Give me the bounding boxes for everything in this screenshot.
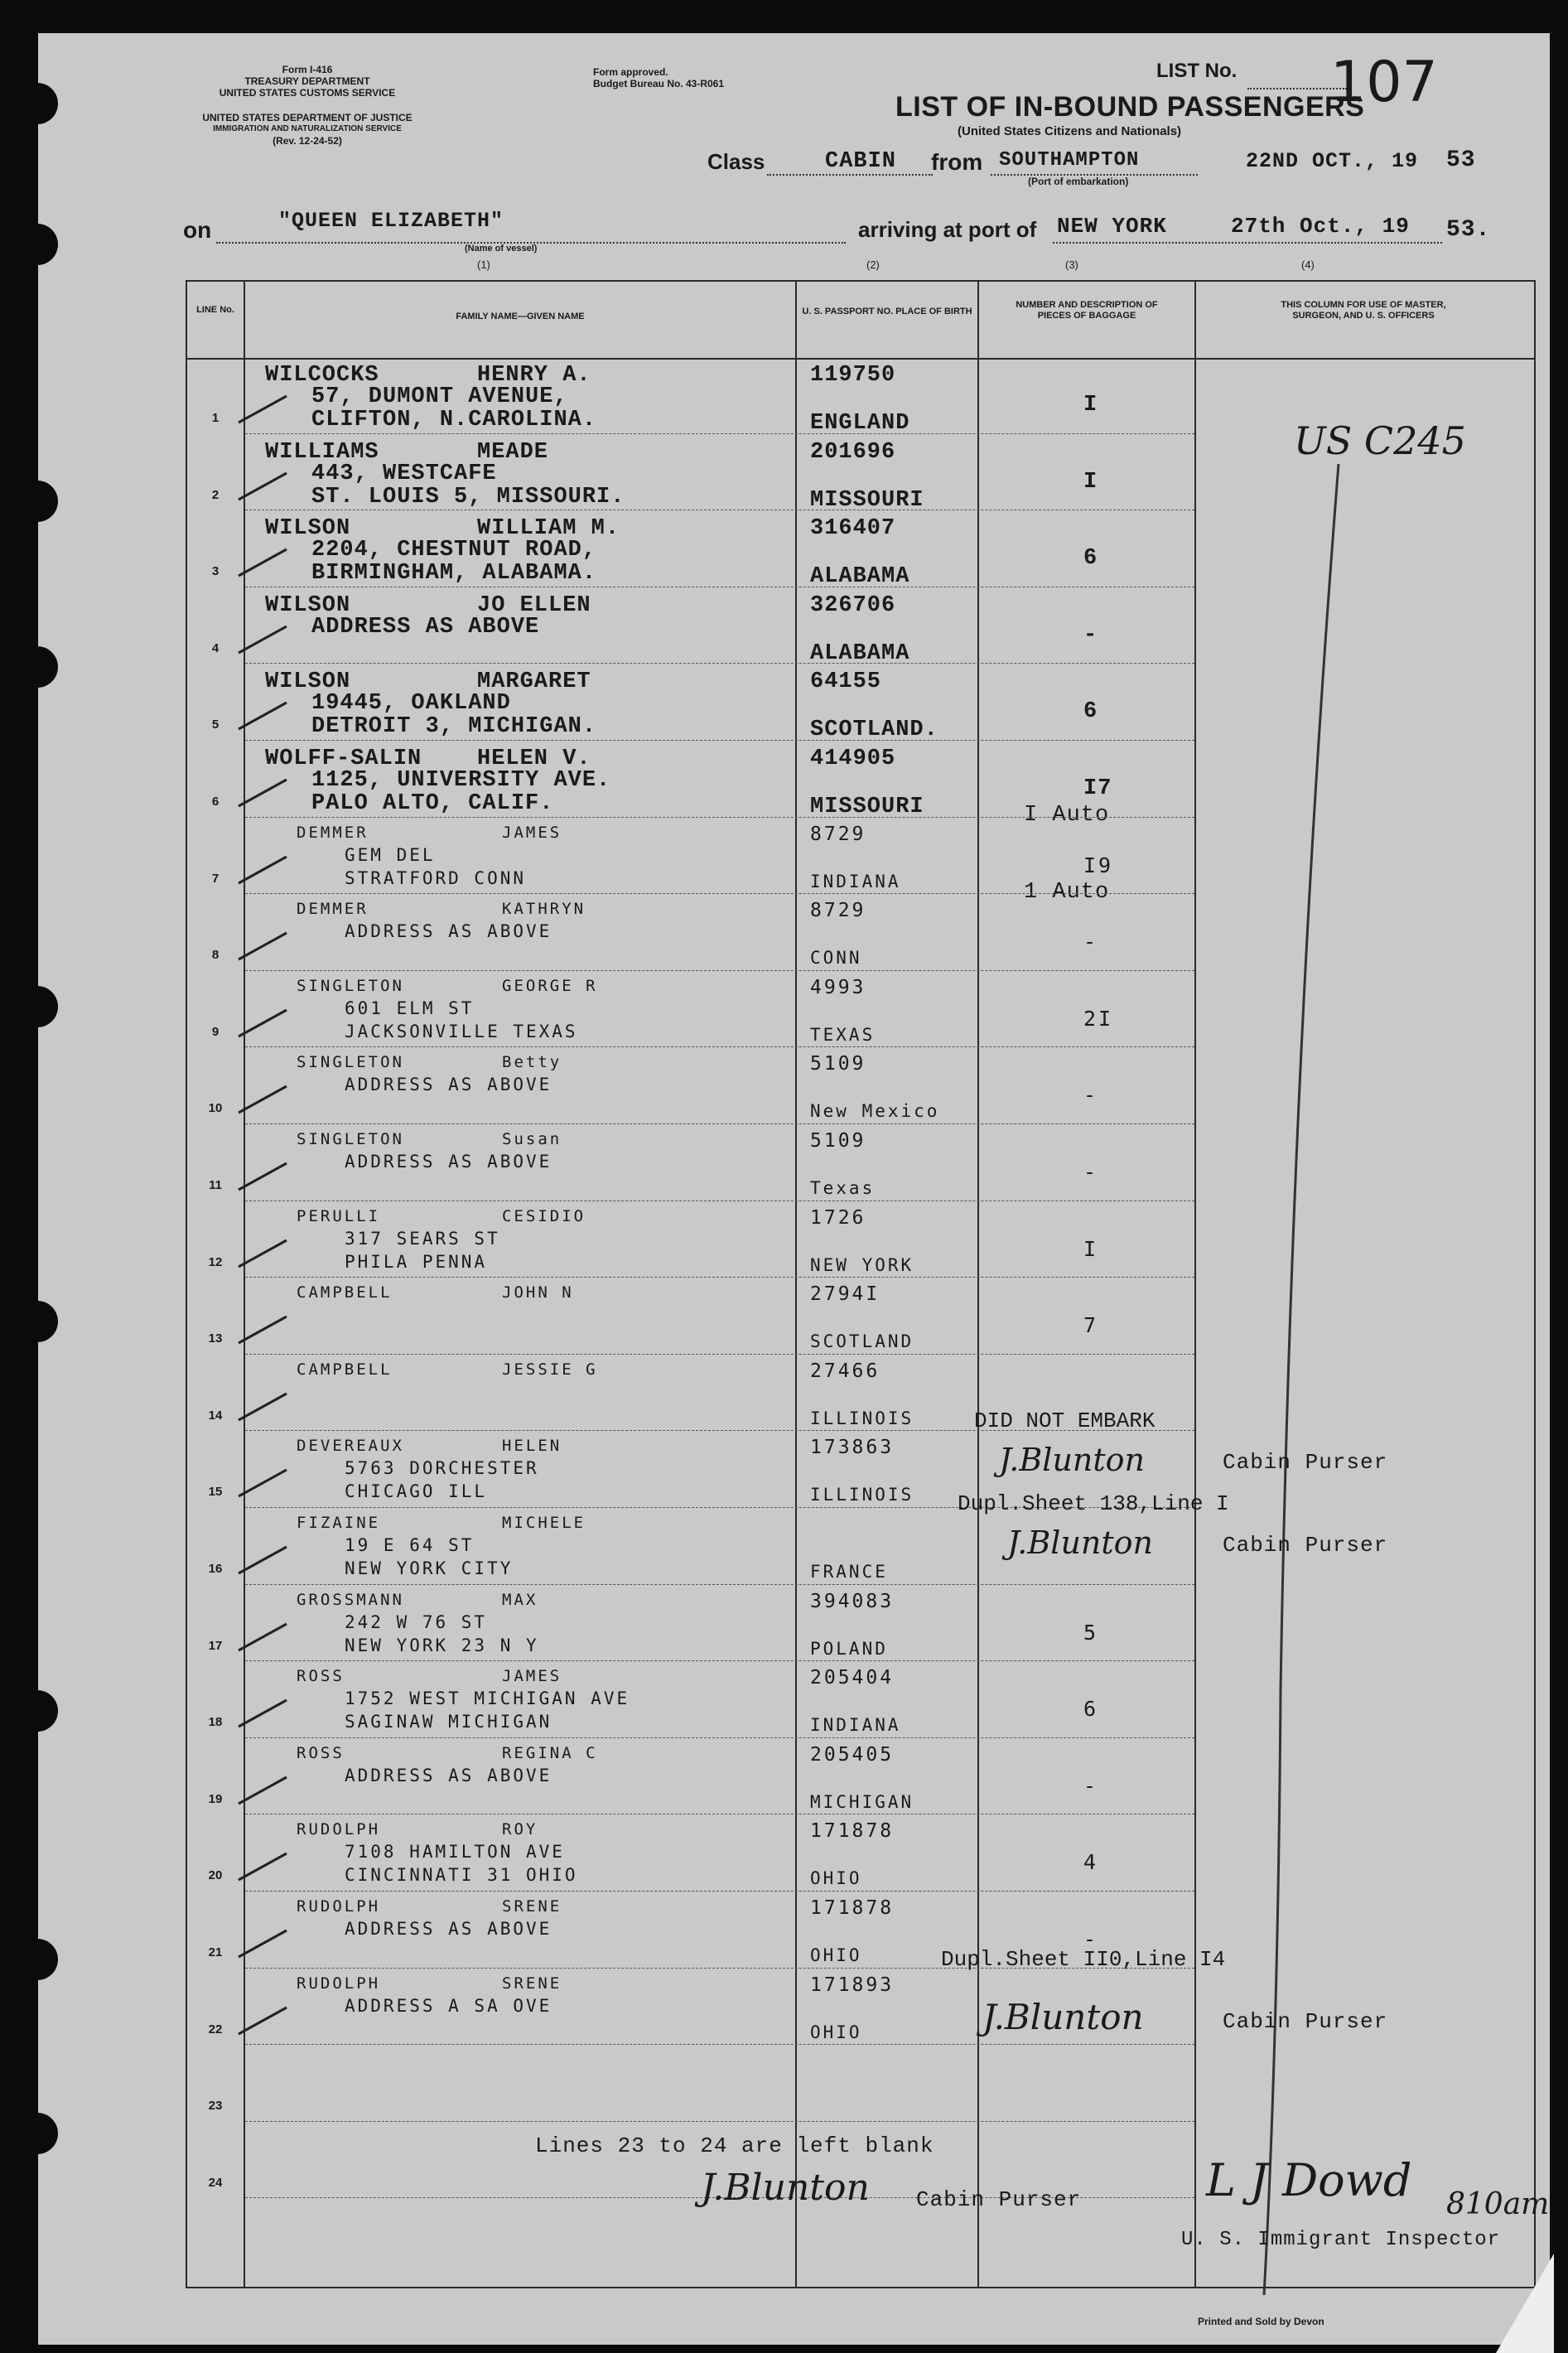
check-mark: [237, 1237, 295, 1270]
purser-signature-bottom: J.Blunton: [701, 2167, 870, 2209]
check-mark: [237, 1697, 295, 1730]
address-line-1: 443, WESTCAFE: [311, 461, 497, 486]
line-number: 17: [208, 1638, 223, 1653]
place-of-birth: INDIANA: [810, 1715, 901, 1736]
line-number: 8: [211, 948, 220, 963]
family-name: ROSS: [297, 1667, 345, 1686]
address-line-1: 57, DUMONT AVENUE,: [311, 384, 568, 409]
passport-number: 5109: [810, 1130, 866, 1152]
row-separator: [245, 1891, 1194, 1892]
baggage-auto: I Auto: [1024, 803, 1110, 828]
address-line-2: NEW YORK 23 N Y: [345, 1635, 539, 1655]
punch-hole: [17, 986, 58, 1027]
address-line-1: ADDRESS AS ABOVE: [345, 1075, 552, 1095]
address-line-1: ADDRESS AS ABOVE: [311, 614, 540, 640]
place-of-birth: NEW YORK: [810, 1254, 914, 1275]
col-header-line: LINE No.: [196, 305, 234, 315]
col-num-2: (2): [866, 258, 880, 271]
given-name: Susan: [502, 1130, 562, 1148]
from-label: from: [931, 149, 983, 175]
manifest-page: [38, 33, 1550, 2345]
port-embarkation: SOUTHAMPTON: [999, 149, 1140, 172]
family-name: RUDOLPH: [297, 1974, 381, 1993]
family-name: WILSON: [265, 516, 351, 542]
line-number: 19: [208, 1791, 223, 1806]
col-num-4: (4): [1301, 258, 1315, 271]
place-of-birth: ILLINOIS: [810, 1485, 914, 1505]
baggage-count: -: [1083, 1083, 1099, 1108]
col-header-name: FAMILY NAME—GIVEN NAME: [456, 312, 585, 321]
baggage-count: 6: [1083, 699, 1098, 725]
line-number: 11: [209, 1178, 222, 1192]
punch-hole: [17, 83, 58, 124]
family-name: ROSS: [297, 1743, 345, 1762]
baggage-auto: 1 Auto: [1024, 879, 1110, 905]
row-separator: [245, 1814, 1194, 1815]
address-line-1: ADDRESS AS ABOVE: [345, 1765, 552, 1785]
family-name: WILLIAMS: [265, 439, 379, 465]
passport-number: 171878: [810, 1897, 895, 1919]
line-number: 7: [211, 871, 220, 886]
address-line-1: 2204, CHESTNUT ROAD,: [311, 538, 597, 563]
line-number: 14: [208, 1408, 223, 1423]
passport-number: 171878: [810, 1820, 895, 1843]
justice-header: [183, 112, 432, 147]
place-of-birth: SCOTLAND.: [810, 717, 938, 743]
purser-signature-16: J.Blunton: [1007, 1524, 1154, 1561]
list-no-label: LIST No.: [1156, 60, 1238, 82]
address-line-2: CINCINNATI 31 OHIO: [345, 1865, 578, 1886]
row-separator: [245, 2121, 1194, 2123]
punch-hole: [17, 2113, 58, 2154]
passport-number: 4993: [810, 976, 866, 998]
baggage-count: 6: [1083, 546, 1098, 572]
cabin-purser-22: Cabin Purser: [1223, 2009, 1388, 2034]
budget-bureau: Budget Bureau No. 43-R061: [593, 78, 725, 89]
family-name: DEMMER: [297, 823, 369, 842]
did-not-embark-note: DID NOT EMBARK: [974, 1408, 1155, 1433]
row-separator: [245, 2044, 1194, 2046]
line-number: 2: [211, 487, 220, 502]
place-of-birth: FRANCE: [810, 1562, 888, 1582]
manifest-title: LIST OF IN-BOUND PASSENGERS: [895, 91, 1365, 123]
check-mark: [237, 1621, 295, 1654]
passport-number: 2794I: [810, 1283, 880, 1306]
family-name: RUDOLPH: [297, 1820, 381, 1839]
line-number: 1: [211, 411, 220, 425]
row-separator: [245, 1046, 1194, 1048]
line-number: 23: [208, 2099, 223, 2114]
form-header-left: [208, 64, 407, 99]
passport-number: 326706: [810, 592, 896, 618]
arrival-underline: [1053, 242, 1442, 244]
line-number: 20: [208, 1868, 223, 1883]
baggage-count: -: [1083, 1160, 1099, 1184]
line-number: 22: [208, 2022, 223, 2037]
arriving-label: arriving at port of: [858, 217, 1037, 242]
row-separator: [245, 1354, 1194, 1355]
given-name: JESSIE G: [502, 1360, 598, 1379]
row-separator: [245, 893, 1194, 895]
address-line-1: 242 W 76 ST: [345, 1611, 488, 1632]
revision-date: (Rev. 12-24-52): [273, 135, 342, 147]
baggage-count: I: [1083, 1236, 1099, 1261]
given-name: SRENE: [502, 1897, 562, 1916]
row-separator: [245, 1584, 1194, 1586]
line-number: 4: [211, 640, 220, 655]
passport-number: 414905: [810, 746, 896, 771]
family-name: DEVEREAUX: [297, 1437, 404, 1456]
row-separator: [245, 663, 1194, 664]
check-mark: [237, 1466, 295, 1500]
given-name: CESIDIO: [502, 1206, 586, 1225]
row-separator: [245, 1660, 1194, 1662]
line-number: 18: [208, 1715, 223, 1730]
embark-date: 22ND OCT., 19: [1246, 149, 1419, 173]
family-name: WILCOCKS: [265, 363, 379, 388]
check-mark: [237, 930, 295, 963]
place-of-birth: OHIO: [810, 2022, 862, 2042]
family-name: RUDOLPH: [297, 1897, 381, 1916]
manifest-subtitle: (United States Citizens and Nationals): [958, 124, 1182, 138]
place-of-birth: New Mexico: [810, 1101, 940, 1122]
given-name: MICHELE: [502, 1514, 586, 1532]
address-line-1: 601 ELM ST: [345, 998, 475, 1018]
department-name: TREASURY DEPARTMENT: [244, 75, 370, 87]
address-line-1: ADDRESS AS ABOVE: [345, 1919, 552, 1939]
class-value: CABIN: [825, 149, 897, 174]
folded-corner: [1496, 2254, 1554, 2353]
row-separator: [245, 1201, 1194, 1202]
address-line-2: JACKSONVILLE TEXAS: [345, 1021, 578, 1041]
row-separator: [245, 1277, 1194, 1278]
port-caption: (Port of embarkation): [1028, 176, 1129, 187]
dupl-sheet-16: Dupl.Sheet 138,Line I: [958, 1491, 1229, 1516]
given-name: HELEN: [502, 1437, 562, 1456]
approval-block: [593, 66, 724, 89]
baggage-count: -: [1083, 1927, 1099, 1951]
baggage-count: -: [1083, 930, 1099, 954]
passport-number: 205404: [810, 1667, 895, 1689]
row-separator: [245, 587, 1194, 588]
row-separator: [245, 1737, 1194, 1739]
row-separator: [245, 1123, 1194, 1125]
form-number: Form I-416: [282, 64, 333, 75]
punch-hole: [17, 1301, 58, 1342]
line-number: 12: [208, 1254, 223, 1269]
check-mark: [237, 1774, 295, 1807]
dupl-sheet-22: Dupl.Sheet II0,Line I4: [941, 1947, 1226, 1972]
check-mark: [237, 546, 295, 579]
check-mark: [237, 776, 295, 809]
line-number: 6: [211, 795, 220, 809]
family-name: SINGLETON: [297, 1053, 404, 1072]
address-line-2: STRATFORD CONN: [345, 867, 527, 888]
address-line-1: 1752 WEST MICHIGAN AVE: [345, 1689, 630, 1709]
line-number: 13: [208, 1331, 223, 1346]
check-mark: [237, 1160, 295, 1193]
given-name: JAMES: [502, 1667, 562, 1686]
given-name: MARGARET: [477, 669, 591, 695]
place-of-birth: INDIANA: [810, 871, 901, 891]
address-line-2: PHILA PENNA: [345, 1251, 488, 1272]
baggage-count: I: [1083, 393, 1098, 418]
given-name: ROY: [502, 1820, 538, 1839]
place-of-birth: ENGLAND: [810, 411, 910, 436]
passport-number: 8729: [810, 823, 866, 845]
customs-service: UNITED STATES CUSTOMS SERVICE: [219, 87, 396, 99]
passenger-table: [186, 280, 1536, 2288]
place-of-birth: ALABAMA: [810, 640, 910, 666]
ins-name: IMMIGRATION AND NATURALIZATION SERVICE: [213, 124, 402, 133]
place-of-birth: SCOTLAND: [810, 1331, 914, 1352]
printer-mark: Printed and Sold by Devon: [1198, 2316, 1324, 2327]
justice-department: UNITED STATES DEPARTMENT OF JUSTICE: [202, 112, 413, 123]
row-separator: [245, 433, 1194, 435]
col-divider: [244, 282, 245, 2287]
given-name: HENRY A.: [477, 363, 591, 388]
cabin-purser-16: Cabin Purser: [1223, 1533, 1388, 1558]
arrival-port: NEW YORK: [1057, 214, 1167, 239]
lines-left-blank: Lines 23 to 24 are left blank: [535, 2133, 934, 2158]
inspector-signature: L J Dowd: [1206, 2154, 1412, 2206]
family-name: SINGLETON: [297, 976, 404, 995]
class-underline: [767, 174, 933, 176]
purser-signature-22: J.Blunton: [982, 1997, 1144, 2037]
col-divider: [977, 282, 979, 2287]
place-of-birth: OHIO: [810, 1945, 862, 1965]
line-number: 5: [211, 717, 220, 732]
line-number: 15: [208, 1485, 223, 1500]
row-separator: [245, 970, 1194, 972]
baggage-count: I7: [1083, 776, 1112, 801]
purser-signature-15: J.Blunton: [999, 1442, 1146, 1478]
place-of-birth: MICHIGAN: [810, 1791, 914, 1812]
passport-number: 173863: [810, 1437, 895, 1459]
family-name: WOLFF-SALIN: [265, 746, 422, 771]
line-number: 16: [208, 1562, 223, 1576]
address-line-1: ADDRESS AS ABOVE: [345, 921, 552, 942]
check-mark: [237, 2004, 295, 2037]
vessel-name: "QUEEN ELIZABETH": [278, 209, 504, 233]
family-name: WILSON: [265, 669, 351, 695]
given-name: JOHN N: [502, 1283, 574, 1302]
check-mark: [237, 1313, 295, 1346]
address-line-2: CLIFTON, N.CAROLINA.: [311, 408, 597, 432]
family-name: CAMPBELL: [297, 1283, 393, 1302]
given-name: Betty: [502, 1053, 562, 1072]
given-name: HELEN V.: [477, 746, 591, 771]
address-line-1: 7108 HAMILTON AVE: [345, 1842, 565, 1863]
address-line-2: DETROIT 3, MICHIGAN.: [311, 714, 597, 740]
given-name: SRENE: [502, 1974, 562, 1993]
passport-number: 394083: [810, 1590, 895, 1612]
place-of-birth: MISSOURI: [810, 795, 924, 819]
col-num-3: (3): [1065, 258, 1078, 271]
on-label: on: [183, 217, 212, 243]
baggage-count: 2I: [1083, 1006, 1114, 1031]
form-approved: Form approved.: [593, 66, 668, 78]
place-of-birth: TEXAS: [810, 1024, 876, 1045]
family-name: GROSSMANN: [297, 1590, 404, 1609]
vessel-caption: (Name of vessel): [465, 244, 538, 254]
address-line-1: ADDRESS A SA OVE: [345, 1995, 552, 2016]
address-line-1: 317 SEARS ST: [345, 1228, 500, 1249]
line-number: 21: [208, 1945, 223, 1959]
cabin-purser-15: Cabin Purser: [1223, 1450, 1388, 1475]
given-name: MEADE: [477, 439, 549, 465]
family-name: CAMPBELL: [297, 1360, 393, 1379]
address-line-1: 19445, OAKLAND: [311, 691, 511, 717]
punch-hole: [17, 224, 58, 265]
inspector-title: U. S. Immigrant Inspector: [1181, 2229, 1501, 2251]
check-mark: [237, 1544, 295, 1577]
row-separator: [245, 817, 1194, 819]
baggage-count: 4: [1083, 1850, 1099, 1875]
punch-hole: [17, 481, 58, 522]
arrival-year: 53.: [1446, 217, 1491, 243]
address-line-2: SAGINAW MICHIGAN: [345, 1712, 552, 1732]
passport-number: 171893: [810, 1974, 895, 1996]
passport-number: 5109: [810, 1053, 866, 1075]
place-of-birth: Texas: [810, 1178, 876, 1198]
col-divider: [795, 282, 797, 2287]
given-name: MAX: [502, 1590, 538, 1609]
punch-hole: [17, 646, 58, 688]
passport-number: 27466: [810, 1360, 880, 1382]
line-number: 24: [208, 2175, 223, 2190]
passport-number: 64155: [810, 669, 882, 695]
row-separator: [245, 510, 1194, 511]
given-name: JAMES: [502, 823, 562, 842]
check-mark: [237, 393, 295, 426]
passport-number: 1726: [810, 1206, 866, 1229]
row-separator: [245, 740, 1194, 742]
officer-note: US C245: [1294, 418, 1466, 463]
place-of-birth: ALABAMA: [810, 564, 910, 590]
address-line-1: GEM DEL: [345, 844, 436, 865]
baggage-count: I: [1083, 469, 1098, 495]
address-line-1: 5763 DORCHESTER: [345, 1458, 539, 1479]
place-of-birth: CONN: [810, 948, 862, 969]
check-mark: [237, 623, 295, 656]
embark-year: 53: [1446, 147, 1476, 173]
col-num-1: (1): [477, 258, 490, 271]
passport-number: 316407: [810, 516, 896, 542]
line-number: 10: [208, 1101, 223, 1116]
address-line-2: PALO ALTO, CALIF.: [311, 791, 554, 816]
check-mark: [237, 1927, 295, 1960]
address-line-1: 19 E 64 ST: [345, 1535, 475, 1555]
baggage-count: 7: [1083, 1313, 1099, 1338]
col-header-officers: THIS COLUMN FOR USE OF MASTER, SURGEON, AND U. S. OFFICERS: [1281, 300, 1446, 321]
given-name: REGINA C: [502, 1743, 598, 1762]
place-of-birth: POLAND: [810, 1638, 888, 1659]
check-mark: [237, 1850, 295, 1883]
passport-number: 205405: [810, 1743, 895, 1766]
address-line-2: CHICAGO ILL: [345, 1481, 488, 1502]
list-no-value: 107: [1330, 50, 1438, 115]
baggage-count: 6: [1083, 1697, 1099, 1722]
given-name: GEORGE R: [502, 976, 598, 995]
check-mark: [237, 699, 295, 732]
family-name: WILSON: [265, 592, 351, 618]
arrival-date: 27th Oct., 19: [1231, 214, 1410, 239]
check-mark: [237, 1083, 295, 1116]
address-line-2: NEW YORK CITY: [345, 1558, 514, 1578]
address-line-1: 1125, UNIVERSITY AVE.: [311, 768, 611, 793]
family-name: DEMMER: [297, 900, 369, 919]
passport-number: 8729: [810, 900, 866, 922]
col-header-baggage: NUMBER AND DESCRIPTION OF PIECES OF BAGGAGE: [1016, 300, 1158, 321]
cabin-purser-bottom: Cabin Purser: [916, 2187, 1082, 2212]
address-line-1: ADDRESS AS ABOVE: [345, 1152, 552, 1172]
family-name: FIZAINE: [297, 1514, 381, 1532]
baggage-count: -: [1083, 622, 1098, 648]
given-name: WILLIAM M.: [477, 516, 620, 542]
family-name: SINGLETON: [297, 1130, 404, 1148]
place-of-birth: OHIO: [810, 1868, 862, 1889]
line-number: 9: [211, 1024, 220, 1039]
place-of-birth: ILLINOIS: [810, 1408, 914, 1428]
baggage-count: 5: [1083, 1620, 1099, 1645]
check-mark: [237, 853, 295, 887]
class-label: Class: [707, 149, 765, 174]
check-mark: [237, 470, 295, 503]
punch-hole: [17, 1690, 58, 1732]
place-of-birth: MISSOURI: [810, 487, 924, 513]
baggage-count: I9: [1083, 853, 1114, 877]
col-header-passport: U. S. PASSPORT NO. PLACE OF BIRTH: [802, 307, 972, 316]
baggage-count: -: [1083, 1773, 1099, 1798]
address-line-2: BIRMINGHAM, ALABAMA.: [311, 561, 597, 587]
passport-number: 201696: [810, 439, 896, 465]
address-line-2: ST. LOUIS 5, MISSOURI.: [311, 484, 625, 510]
passport-number: 119750: [810, 363, 896, 388]
inspector-time: 810am: [1446, 2187, 1550, 2221]
family-name: PERULLI: [297, 1206, 381, 1225]
check-mark: [237, 1390, 295, 1423]
check-mark: [237, 1007, 295, 1040]
punch-hole: [17, 1939, 58, 1980]
given-name: KATHRYN: [502, 900, 586, 919]
given-name: JO ELLEN: [477, 592, 591, 618]
line-number: 3: [211, 564, 220, 579]
